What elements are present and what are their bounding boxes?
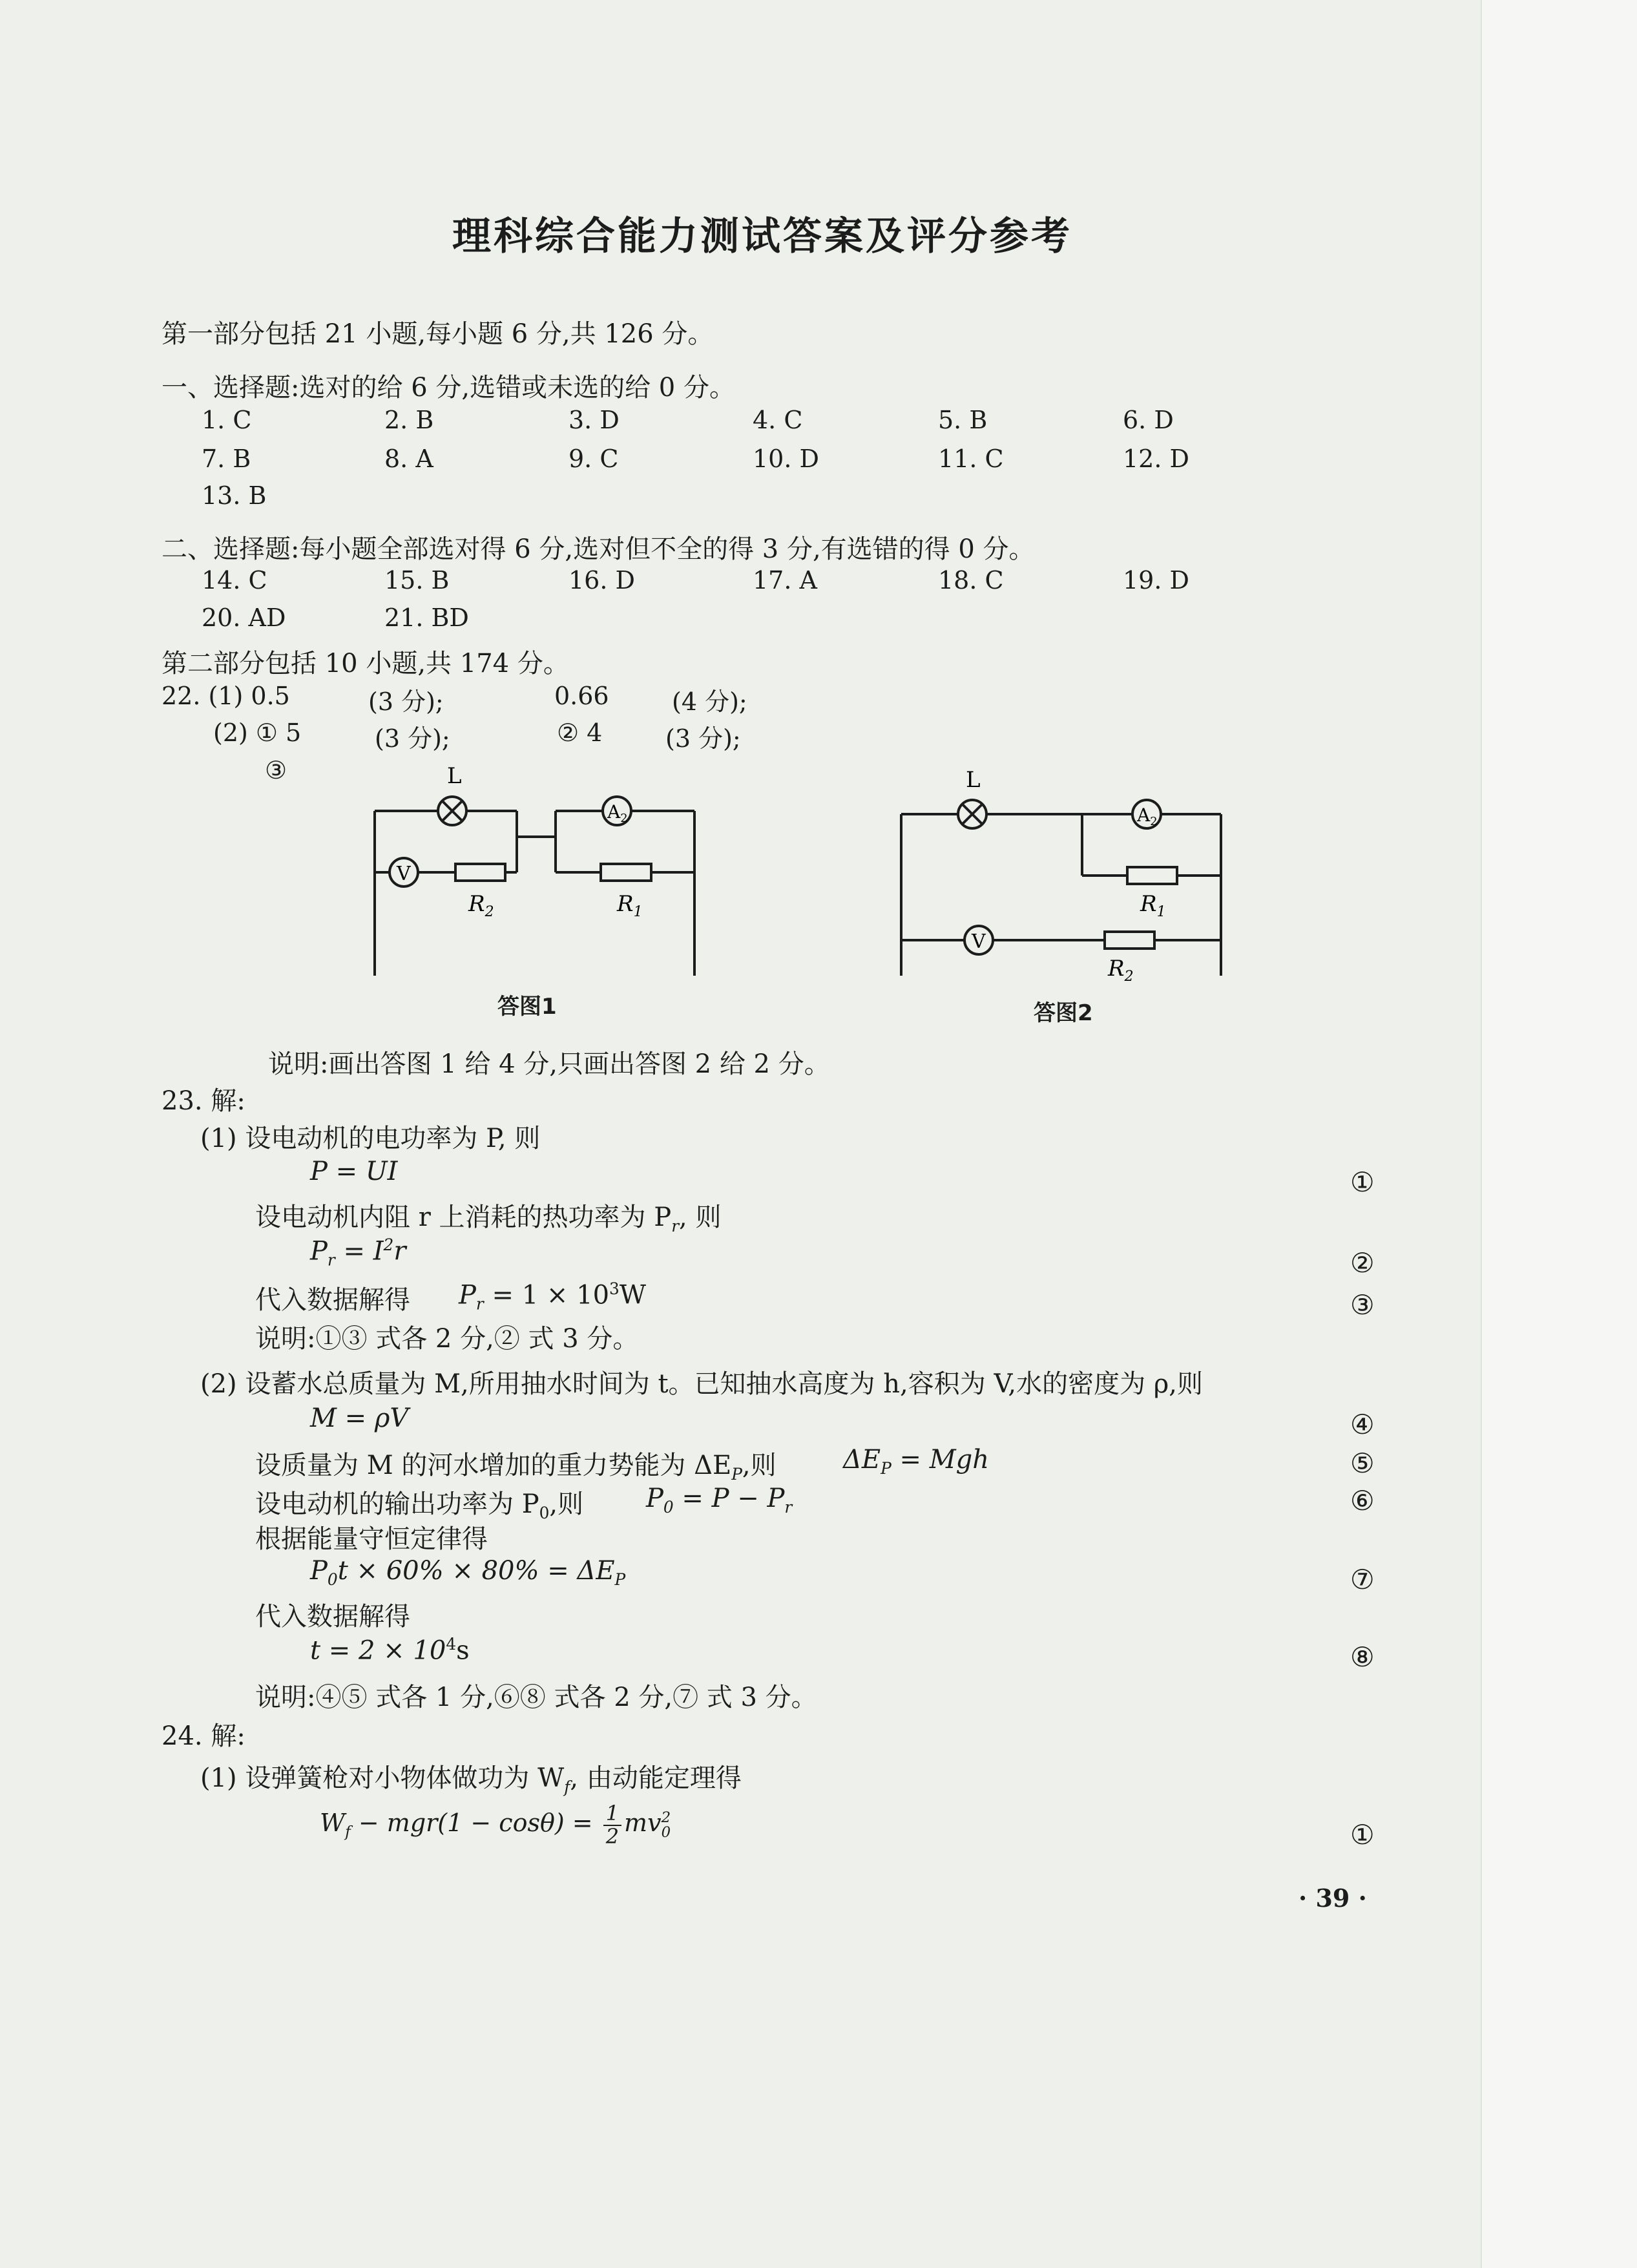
equation-marker: ② — [1350, 1247, 1375, 1279]
q22-answer: (2) ① 5 — [213, 719, 302, 747]
page-title: 理科综合能力测试答案及评分参考 — [452, 214, 1072, 259]
result-label: 代入数据解得 — [255, 1285, 410, 1315]
circuit-diagram-1 — [362, 756, 711, 989]
answer-item: 4. C — [753, 406, 803, 434]
answer-item: 9. C — [568, 445, 619, 473]
q23-note2: 说明:④⑤ 式各 1 分,⑥⑧ 式各 2 分,⑦ 式 3 分。 — [255, 1683, 817, 1712]
resistor-r1-label: $R_1$ — [1140, 891, 1166, 920]
answer-item: 17. A — [753, 566, 817, 594]
q22-score: (3 分); — [368, 688, 444, 716]
equation-marker: ⑧ — [1350, 1641, 1375, 1673]
equation-marker: ④ — [1350, 1409, 1375, 1440]
circuit-diagram-2 — [891, 762, 1240, 995]
q23-p2-intro: (2) 设蓄水总质量为 M,所用抽水时间为 t。已知抽水高度为 h,容积为 V,水的密度为 ρ,则 — [200, 1369, 1204, 1399]
q23-heading: 23. 解: — [162, 1086, 245, 1116]
sec1-heading: 一、选择题:选对的给 6 分,选错或未选的给 0 分。 — [162, 373, 735, 403]
q24-heading: 24. 解: — [162, 1721, 245, 1751]
ammeter-icon — [1132, 800, 1161, 828]
svg-text:A2: $A_2$ — [1137, 804, 1158, 828]
answer-item: 15. B — [384, 566, 450, 594]
equation-4: M = ρV — [310, 1403, 409, 1433]
answer-item: 3. D — [568, 406, 620, 434]
svg-text:V: V — [397, 863, 411, 885]
equation-marker: ③ — [1350, 1289, 1375, 1321]
q22-answer: 0.66 — [554, 682, 609, 710]
answer-item: 7. B — [202, 445, 251, 473]
lamp-icon — [958, 800, 986, 828]
equation-24-1: $W_f - mgr(1 - \cos\theta)$ = $\frac{1}{2}$ mv 2 0 — [320, 1801, 671, 1849]
q22-note: 说明:画出答图 1 给 4 分,只画出答图 2 给 2 分。 — [268, 1049, 830, 1079]
answer-item: 1. C — [202, 406, 252, 434]
answer-item: 10. D — [753, 445, 819, 473]
q22-answer: ③ — [265, 756, 287, 784]
resistor-r2-label: $R_2$ — [1108, 956, 1134, 985]
q23-p2-output: 设电动机的输出功率为 $P_0$,则 — [255, 1489, 584, 1522]
answer-item: 11. C — [938, 445, 1004, 473]
resistor-r2-label: $R_2$ — [468, 891, 494, 920]
answer-item: 16. D — [568, 566, 635, 594]
fraction-half: $\frac{1}{2}$ — [603, 1803, 621, 1847]
lamp-label: L — [966, 767, 981, 793]
q23-note1: 说明:①③ 式各 2 分,② 式 3 分。 — [255, 1324, 639, 1354]
resistor-r1 — [1127, 867, 1177, 884]
answer-item: 12. D — [1123, 445, 1189, 473]
svg-text:V: V — [972, 930, 986, 953]
equation-marker: ① — [1350, 1819, 1375, 1851]
svg-text:A2: $A_2$ — [607, 801, 628, 825]
voltmeter-icon — [964, 926, 993, 954]
ammeter-icon — [603, 797, 631, 825]
q22-answer: 22. (1) 0.5 — [162, 682, 290, 710]
q23-p2-energy: 设质量为 M 的河水增加的重力势能为 $\Delta E_P$,则 — [255, 1451, 777, 1484]
answer-item: 21. BD — [384, 604, 469, 632]
q23-p2-conservation: 根据能量守恒定律得 — [255, 1524, 488, 1554]
equation-6: $P_0 = P - P_r$ — [646, 1484, 793, 1517]
lamp-label: L — [447, 763, 462, 789]
equation-marker: ⑦ — [1350, 1564, 1375, 1595]
lamp-icon — [438, 797, 466, 825]
equation-7: $P_0t \times 60\% \times 80\% = \Delta E_P$ — [310, 1556, 626, 1589]
figure-1-caption: 答图1 — [497, 994, 557, 1020]
answer-item: 19. D — [1123, 566, 1189, 594]
answer-item: 18. C — [938, 566, 1004, 594]
sec2-heading: 二、选择题:每小题全部选对得 6 分,选对但不全的得 3 分,有选错的得 0 分。 — [162, 534, 1035, 564]
equation-marker: ⑤ — [1350, 1447, 1375, 1479]
q23-p1-intro: (1) 设电动机的电功率为 P, 则 — [200, 1124, 541, 1153]
q22-score: (3 分); — [375, 724, 450, 753]
answer-item: 2. B — [384, 406, 434, 434]
equation-marker: ① — [1350, 1166, 1375, 1198]
answer-item: 13. B — [202, 481, 267, 510]
equation-5: $\Delta E_P$ = Mgh — [843, 1445, 990, 1478]
answer-item: 20. AD — [202, 604, 286, 632]
q22-score: (4 分); — [672, 688, 747, 716]
equation-3: $P_r = 1 \times 10^3W$ — [459, 1279, 646, 1314]
q22-score: (3 分); — [665, 724, 741, 753]
page-edge — [1481, 0, 1637, 2268]
answer-item: 14. C — [202, 566, 267, 594]
resistor-r2 — [1105, 932, 1154, 949]
part2-heading: 第二部分包括 10 小题,共 174 分。 — [162, 649, 569, 678]
q22-answer: ② 4 — [557, 719, 603, 747]
answer-item: 8. A — [384, 445, 433, 473]
equation-1: P = UI — [310, 1157, 398, 1186]
part1-heading: 第一部分包括 21 小题,每小题 6 分,共 126 分。 — [162, 319, 714, 349]
voltmeter-icon — [390, 858, 418, 887]
result-label: 代入数据解得 — [255, 1602, 410, 1632]
resistor-r2 — [455, 864, 505, 881]
equation-marker: ⑥ — [1350, 1485, 1375, 1517]
q23-p1-heat: 设电动机内阻 r 上消耗的热功率为 $P_r$, 则 — [255, 1202, 722, 1235]
equation-2: $P_r = I^2r$ — [310, 1235, 406, 1270]
equation-8: $t = 2 \times 10^4s$ — [310, 1635, 470, 1666]
answer-item: 5. B — [938, 406, 988, 434]
q24-p1-intro: (1) 设弹簧枪对小物体做功为 $W_f$, 由动能定理得 — [200, 1763, 742, 1796]
page-number: · 39 · — [1298, 1884, 1367, 1913]
resistor-r1-label: $R_1$ — [617, 891, 643, 920]
resistor-r1 — [601, 864, 651, 881]
figure-2-caption: 答图2 — [1034, 1000, 1093, 1026]
answer-item: 6. D — [1123, 406, 1174, 434]
